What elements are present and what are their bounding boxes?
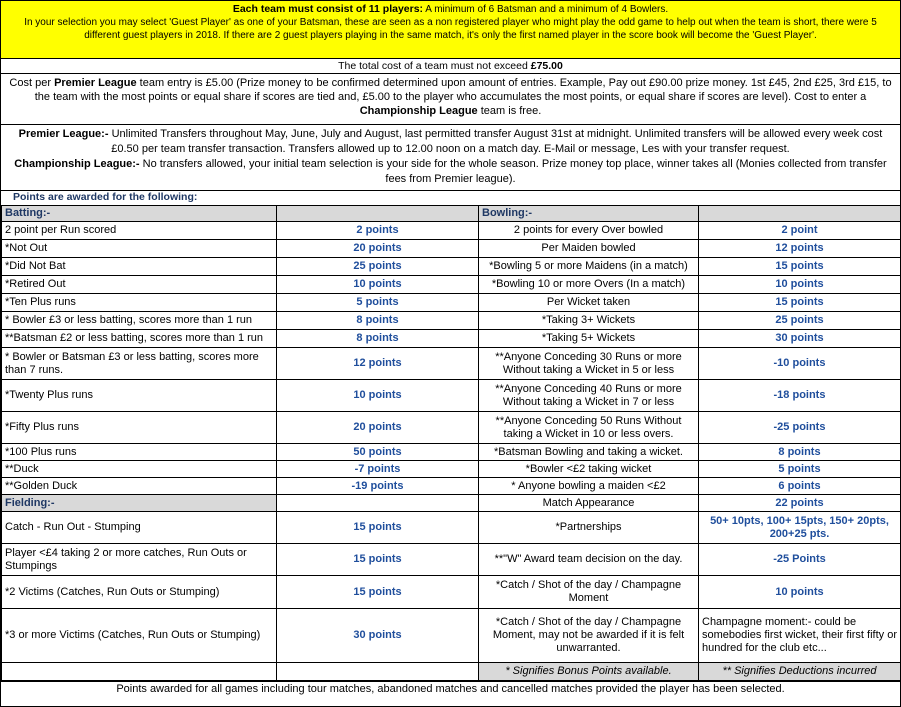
bowling-criterion: *Batsman Bowling and taking a wicket. bbox=[479, 444, 699, 461]
premier-transfer-text: Unlimited Transfers throughout May, June, July and August, last permitted transfer August 31st at midnight. Unlimited transfers will be allowed every week cost £0.50 per team transfer transaction. Transfers allowed up to 12.00 noon on a match day. E-Mail or message, Les with your transfer request. bbox=[108, 128, 883, 155]
footer-note: Points awarded for all games including tour matches, abandoned matches and cancelled matches provided the player has been selected. bbox=[1, 681, 900, 698]
other-criterion: *Catch / Shot of the day / Champagne Moment bbox=[479, 576, 699, 609]
batting-points: 10 points bbox=[277, 380, 479, 412]
bowling-criterion: **Anyone Conceding 40 Runs or more Without taking a Wicket in 7 or less bbox=[479, 380, 699, 412]
total-cost-amount: £75.00 bbox=[530, 60, 563, 72]
championship-league-label: Championship League bbox=[359, 105, 478, 117]
championship-transfer-label: Championship League:- bbox=[14, 158, 140, 170]
batting-title: Batting:- bbox=[2, 206, 277, 222]
team-rules-banner bbox=[1, 1, 900, 59]
fielding-criterion: *2 Victims (Catches, Run Outs or Stumping) bbox=[2, 576, 277, 609]
championship-cost-prefix: Cost to enter a bbox=[794, 91, 867, 103]
other-criterion: *Partnerships bbox=[479, 512, 699, 544]
points-row bbox=[2, 294, 901, 312]
fielding-title-pad bbox=[277, 495, 479, 512]
batting-criterion: * Bowler or Batsman £3 or less batting, scores more than 7 runs. bbox=[2, 348, 277, 380]
batting-points: 25 points bbox=[277, 258, 479, 276]
match-appearance-points: 22 points bbox=[699, 495, 901, 512]
batting-points: -19 points bbox=[277, 478, 479, 495]
premier-league-label: Premier League bbox=[54, 77, 137, 89]
fielding-header-row bbox=[2, 495, 901, 512]
transfer-rules-block bbox=[1, 125, 900, 191]
fielding-row bbox=[2, 512, 901, 544]
batting-criterion: *Twenty Plus runs bbox=[2, 380, 277, 412]
points-row bbox=[2, 461, 901, 478]
bowling-points: 8 points bbox=[699, 444, 901, 461]
fielding-criterion: Catch - Run Out - Stumping bbox=[2, 512, 277, 544]
points-row bbox=[2, 222, 901, 240]
bowling-points: 6 points bbox=[699, 478, 901, 495]
team-rules-heading: Each team must consist of 11 players: bbox=[232, 3, 424, 15]
batting-criterion: *Fifty Plus runs bbox=[2, 412, 277, 444]
bowling-points: 12 points bbox=[699, 240, 901, 258]
batting-criterion: * Bowler £3 or less batting, scores more than 1 run bbox=[2, 312, 277, 330]
points-header: Points are awarded for the following: bbox=[13, 191, 198, 203]
bowling-points: -25 points bbox=[699, 412, 901, 444]
batting-criterion: **Duck bbox=[2, 461, 277, 478]
batting-criterion: *100 Plus runs bbox=[2, 444, 277, 461]
bowling-criterion: *Taking 3+ Wickets bbox=[479, 312, 699, 330]
batting-criterion: **Golden Duck bbox=[2, 478, 277, 495]
bowling-criterion: **Anyone Conceding 30 Runs or more Without taking a Wicket in 5 or less bbox=[479, 348, 699, 380]
batting-points: -7 points bbox=[277, 461, 479, 478]
points-row bbox=[2, 348, 901, 380]
batting-points: 5 points bbox=[277, 294, 479, 312]
fielding-title: Fielding:- bbox=[2, 495, 277, 512]
fielding-points: 15 points bbox=[277, 576, 479, 609]
team-rules-minimums: A minimum of 6 Batsman and a minimum of 4 Bowlers. bbox=[425, 4, 669, 15]
batting-criterion: *Ten Plus runs bbox=[2, 294, 277, 312]
bowling-points: -10 points bbox=[699, 348, 901, 380]
batting-criterion: 2 point per Run scored bbox=[2, 222, 277, 240]
bowling-title: Bowling:- bbox=[479, 206, 699, 222]
legend-row bbox=[2, 663, 901, 681]
batting-points: 20 points bbox=[277, 412, 479, 444]
bowling-criterion: 2 points for every Over bowled bbox=[479, 222, 699, 240]
bowling-points: 25 points bbox=[699, 312, 901, 330]
points-row bbox=[2, 276, 901, 294]
bowling-points: 15 points bbox=[699, 294, 901, 312]
points-row bbox=[2, 312, 901, 330]
entry-cost-block bbox=[1, 74, 900, 125]
batting-points: 50 points bbox=[277, 444, 479, 461]
championship-cost-text: team is free. bbox=[477, 105, 542, 117]
bowling-points: 2 point bbox=[699, 222, 901, 240]
bowling-criterion: *Bowling 10 or more Overs (In a match) bbox=[479, 276, 699, 294]
legend-pad-2 bbox=[277, 663, 479, 681]
bowling-criterion: Per Maiden bowled bbox=[479, 240, 699, 258]
other-points: 10 points bbox=[699, 576, 901, 609]
fielding-points: 15 points bbox=[277, 544, 479, 576]
points-row bbox=[2, 412, 901, 444]
guest-player-rule: In your selection you may select 'Guest Player' as one of your Batsman, these are seen as a non registered player who might play the odd game to help out when the team is short, there were 5 different guest players in 2018. If there are 2 guest players playing in the same match, it's only the first named player in the score book will become the 'Guest Player'. bbox=[24, 17, 877, 41]
bonus-legend: * Signifies Bonus Points available. bbox=[479, 663, 699, 681]
bowling-points: 5 points bbox=[699, 461, 901, 478]
bowling-points: 30 points bbox=[699, 330, 901, 348]
points-row bbox=[2, 380, 901, 412]
other-criterion: *Catch / Shot of the day / Champagne Moment, may not be awarded if it is felt unwarranted. bbox=[479, 609, 699, 663]
fielding-row bbox=[2, 609, 901, 663]
fielding-points: 30 points bbox=[277, 609, 479, 663]
championship-transfer-text: No transfers allowed, your initial team selection is your side for the whole season. Prize money top place, winner takes all (Monies collected from transfer fees from Premier league). bbox=[139, 158, 887, 185]
bowling-criterion: Per Wicket taken bbox=[479, 294, 699, 312]
points-row bbox=[2, 444, 901, 461]
bowling-points: -18 points bbox=[699, 380, 901, 412]
batting-points: 8 points bbox=[277, 312, 479, 330]
points-row bbox=[2, 240, 901, 258]
other-points: 50+ 10pts, 100+ 15pts, 150+ 20pts, 200+25 pts. bbox=[699, 512, 901, 544]
bowling-points: 10 points bbox=[699, 276, 901, 294]
points-table bbox=[1, 205, 901, 681]
total-cost-line bbox=[1, 59, 900, 74]
fielding-row bbox=[2, 576, 901, 609]
points-row bbox=[2, 258, 901, 276]
bowling-criterion: *Bowler <£2 taking wicket bbox=[479, 461, 699, 478]
bowling-criterion: **Anyone Conceding 50 Runs Without taking a Wicket in 10 or less overs. bbox=[479, 412, 699, 444]
legend-pad-1 bbox=[2, 663, 277, 681]
batting-criterion: *Not Out bbox=[2, 240, 277, 258]
batting-criterion: **Batsman £2 or less batting, scores more than 1 run bbox=[2, 330, 277, 348]
total-cost-text: The total cost of a team must not exceed bbox=[338, 60, 531, 72]
fielding-criterion: *3 or more Victims (Catches, Run Outs or Stumping) bbox=[2, 609, 277, 663]
bowling-points: 15 points bbox=[699, 258, 901, 276]
cost-prefix: Cost per bbox=[9, 77, 55, 89]
bowling-title-pad bbox=[699, 206, 901, 222]
other-points: -25 Points bbox=[699, 544, 901, 576]
batting-points: 12 points bbox=[277, 348, 479, 380]
deduction-legend: ** Signifies Deductions incurred bbox=[699, 663, 901, 681]
batting-points: 20 points bbox=[277, 240, 479, 258]
batting-criterion: *Retired Out bbox=[2, 276, 277, 294]
batting-criterion: *Did Not Bat bbox=[2, 258, 277, 276]
batting-points: 2 points bbox=[277, 222, 479, 240]
bowling-criterion: *Bowling 5 or more Maidens (in a match) bbox=[479, 258, 699, 276]
fielding-row bbox=[2, 544, 901, 576]
fielding-criterion: Player <£4 taking 2 or more catches, Run Outs or Stumpings bbox=[2, 544, 277, 576]
other-criterion: **"W" Award team decision on the day. bbox=[479, 544, 699, 576]
match-appearance-label: Match Appearance bbox=[479, 495, 699, 512]
other-points: Champagne moment:- could be somebodies first wicket, their first fifty or hundred for the club etc... bbox=[699, 609, 901, 663]
premier-cost-text: team entry is £5.00 (Prize money to be confirmed determined upon amount of entries. Example, Pay out £90.00 prize money. 1st £45, 2nd £25, 3rd £15, to the team with the most points or equal share if scores are tied and, £5.00 to the player who accumulates the most points, or equal share if scores are level). bbox=[34, 77, 892, 103]
batting-points: 10 points bbox=[277, 276, 479, 294]
batting-points: 8 points bbox=[277, 330, 479, 348]
points-row bbox=[2, 478, 901, 495]
bowling-criterion: * Anyone bowling a maiden <£2 bbox=[479, 478, 699, 495]
premier-transfer-label: Premier League:- bbox=[18, 128, 109, 140]
section-header-row bbox=[2, 206, 901, 222]
bowling-criterion: *Taking 5+ Wickets bbox=[479, 330, 699, 348]
fielding-points: 15 points bbox=[277, 512, 479, 544]
points-row bbox=[2, 330, 901, 348]
batting-title-pad bbox=[277, 206, 479, 222]
